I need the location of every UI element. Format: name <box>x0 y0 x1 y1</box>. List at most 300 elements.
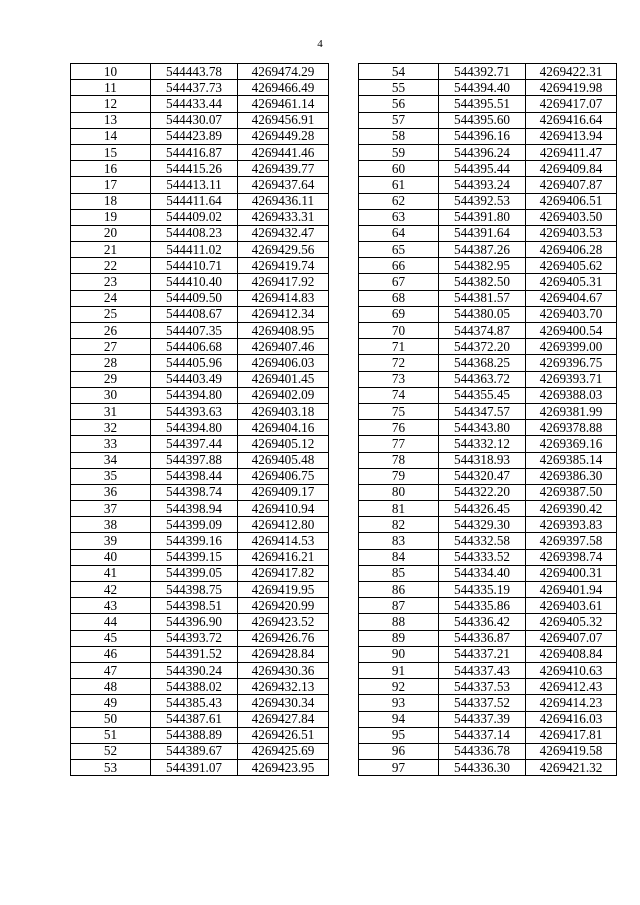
point-number-cell: 23 <box>71 274 151 290</box>
table-row <box>71 242 329 258</box>
x-coordinate-cell: 544411.02 <box>151 242 238 258</box>
table-row <box>71 452 329 468</box>
y-coordinate-cell: 4269423.95 <box>238 760 329 776</box>
table-row <box>71 193 329 209</box>
point-number-cell: 22 <box>71 258 151 274</box>
point-number-cell: 38 <box>71 517 151 533</box>
y-coordinate-cell: 4269421.32 <box>526 760 617 776</box>
x-coordinate-cell: 544398.74 <box>151 484 238 500</box>
x-coordinate-cell: 544336.42 <box>439 614 526 630</box>
x-coordinate-cell: 544415.26 <box>151 161 238 177</box>
y-coordinate-cell: 4269403.70 <box>526 306 617 322</box>
point-number-cell: 93 <box>359 695 439 711</box>
table-row <box>359 436 617 452</box>
y-coordinate-cell: 4269402.09 <box>238 387 329 403</box>
point-number-cell: 31 <box>71 403 151 419</box>
table-row <box>359 339 617 355</box>
y-coordinate-cell: 4269407.46 <box>238 339 329 355</box>
point-number-cell: 13 <box>71 112 151 128</box>
x-coordinate-cell: 544336.87 <box>439 630 526 646</box>
table-row <box>359 80 617 96</box>
x-coordinate-cell: 544334.40 <box>439 565 526 581</box>
x-coordinate-cell: 544393.24 <box>439 177 526 193</box>
x-coordinate-cell: 544391.07 <box>151 760 238 776</box>
x-coordinate-cell: 544368.25 <box>439 355 526 371</box>
table-row <box>71 177 329 193</box>
y-coordinate-cell: 4269426.51 <box>238 727 329 743</box>
point-number-cell: 15 <box>71 144 151 160</box>
y-coordinate-cell: 4269461.14 <box>238 96 329 112</box>
table-row <box>71 420 329 436</box>
point-number-cell: 49 <box>71 695 151 711</box>
point-number-cell: 55 <box>359 80 439 96</box>
y-coordinate-cell: 4269412.34 <box>238 306 329 322</box>
point-number-cell: 42 <box>71 582 151 598</box>
point-number-cell: 30 <box>71 387 151 403</box>
x-coordinate-cell: 544411.64 <box>151 193 238 209</box>
table-row <box>71 727 329 743</box>
point-number-cell: 63 <box>359 209 439 225</box>
page-number: 4 <box>317 38 323 50</box>
y-coordinate-cell: 4269404.16 <box>238 420 329 436</box>
table-row <box>359 161 617 177</box>
x-coordinate-cell: 544337.21 <box>439 646 526 662</box>
table-row <box>359 323 617 339</box>
x-coordinate-cell: 544405.96 <box>151 355 238 371</box>
point-number-cell: 80 <box>359 484 439 500</box>
table-row <box>71 274 329 290</box>
table-row <box>359 258 617 274</box>
coordinates-table-left <box>70 63 329 776</box>
table-row <box>359 371 617 387</box>
point-number-cell: 89 <box>359 630 439 646</box>
table-row <box>71 582 329 598</box>
point-number-cell: 28 <box>71 355 151 371</box>
table-row <box>359 193 617 209</box>
x-coordinate-cell: 544396.90 <box>151 614 238 630</box>
table-row <box>71 549 329 565</box>
x-coordinate-cell: 544391.80 <box>439 209 526 225</box>
x-coordinate-cell: 544387.26 <box>439 242 526 258</box>
coordinates-table-left-body <box>71 64 329 776</box>
x-coordinate-cell: 544433.44 <box>151 96 238 112</box>
y-coordinate-cell: 4269433.31 <box>238 209 329 225</box>
table-row <box>359 387 617 403</box>
x-coordinate-cell: 544320.47 <box>439 468 526 484</box>
y-coordinate-cell: 4269410.94 <box>238 501 329 517</box>
table-row <box>359 549 617 565</box>
x-coordinate-cell: 544332.12 <box>439 436 526 452</box>
table-row <box>359 144 617 160</box>
table-row <box>71 662 329 678</box>
y-coordinate-cell: 4269381.99 <box>526 403 617 419</box>
table-row <box>359 484 617 500</box>
y-coordinate-cell: 4269430.34 <box>238 695 329 711</box>
y-coordinate-cell: 4269403.61 <box>526 598 617 614</box>
table-row <box>359 679 617 695</box>
y-coordinate-cell: 4269403.50 <box>526 209 617 225</box>
x-coordinate-cell: 544337.43 <box>439 662 526 678</box>
point-number-cell: 57 <box>359 112 439 128</box>
table-row <box>359 290 617 306</box>
y-coordinate-cell: 4269393.71 <box>526 371 617 387</box>
point-number-cell: 75 <box>359 403 439 419</box>
table-row <box>359 64 617 80</box>
table-row <box>71 387 329 403</box>
y-coordinate-cell: 4269413.94 <box>526 128 617 144</box>
point-number-cell: 37 <box>71 501 151 517</box>
x-coordinate-cell: 544336.30 <box>439 760 526 776</box>
table-row <box>359 242 617 258</box>
table-row <box>359 565 617 581</box>
x-coordinate-cell: 544437.73 <box>151 80 238 96</box>
x-coordinate-cell: 544318.93 <box>439 452 526 468</box>
point-number-cell: 18 <box>71 193 151 209</box>
y-coordinate-cell: 4269388.03 <box>526 387 617 403</box>
y-coordinate-cell: 4269417.82 <box>238 565 329 581</box>
y-coordinate-cell: 4269407.87 <box>526 177 617 193</box>
point-number-cell: 73 <box>359 371 439 387</box>
x-coordinate-cell: 544406.68 <box>151 339 238 355</box>
x-coordinate-cell: 544387.61 <box>151 711 238 727</box>
point-number-cell: 82 <box>359 517 439 533</box>
y-coordinate-cell: 4269387.50 <box>526 484 617 500</box>
point-number-cell: 69 <box>359 306 439 322</box>
x-coordinate-cell: 544391.52 <box>151 646 238 662</box>
coordinates-table-right <box>358 63 617 776</box>
table-row <box>359 420 617 436</box>
point-number-cell: 52 <box>71 743 151 759</box>
point-number-cell: 84 <box>359 549 439 565</box>
point-number-cell: 54 <box>359 64 439 80</box>
x-coordinate-cell: 544381.57 <box>439 290 526 306</box>
y-coordinate-cell: 4269390.42 <box>526 501 617 517</box>
table-row <box>359 760 617 776</box>
point-number-cell: 32 <box>71 420 151 436</box>
y-coordinate-cell: 4269419.98 <box>526 80 617 96</box>
point-number-cell: 35 <box>71 468 151 484</box>
table-row <box>359 112 617 128</box>
table-row <box>71 371 329 387</box>
x-coordinate-cell: 544337.39 <box>439 711 526 727</box>
point-number-cell: 40 <box>71 549 151 565</box>
x-coordinate-cell: 544337.52 <box>439 695 526 711</box>
point-number-cell: 66 <box>359 258 439 274</box>
x-coordinate-cell: 544398.94 <box>151 501 238 517</box>
point-number-cell: 65 <box>359 242 439 258</box>
x-coordinate-cell: 544372.20 <box>439 339 526 355</box>
table-row <box>71 128 329 144</box>
y-coordinate-cell: 4269385.14 <box>526 452 617 468</box>
point-number-cell: 78 <box>359 452 439 468</box>
point-number-cell: 95 <box>359 727 439 743</box>
y-coordinate-cell: 4269419.95 <box>238 582 329 598</box>
point-number-cell: 14 <box>71 128 151 144</box>
x-coordinate-cell: 544409.02 <box>151 209 238 225</box>
point-number-cell: 25 <box>71 306 151 322</box>
x-coordinate-cell: 544399.05 <box>151 565 238 581</box>
y-coordinate-cell: 4269412.80 <box>238 517 329 533</box>
table-row <box>71 355 329 371</box>
y-coordinate-cell: 4269428.84 <box>238 646 329 662</box>
point-number-cell: 59 <box>359 144 439 160</box>
y-coordinate-cell: 4269437.64 <box>238 177 329 193</box>
y-coordinate-cell: 4269408.95 <box>238 323 329 339</box>
point-number-cell: 29 <box>71 371 151 387</box>
y-coordinate-cell: 4269414.83 <box>238 290 329 306</box>
point-number-cell: 33 <box>71 436 151 452</box>
point-number-cell: 19 <box>71 209 151 225</box>
table-row <box>71 225 329 241</box>
x-coordinate-cell: 544398.44 <box>151 468 238 484</box>
table-row <box>71 436 329 452</box>
y-coordinate-cell: 4269417.07 <box>526 96 617 112</box>
x-coordinate-cell: 544329.30 <box>439 517 526 533</box>
table-row <box>71 630 329 646</box>
y-coordinate-cell: 4269474.29 <box>238 64 329 80</box>
table-row <box>71 565 329 581</box>
y-coordinate-cell: 4269396.75 <box>526 355 617 371</box>
y-coordinate-cell: 4269406.75 <box>238 468 329 484</box>
point-number-cell: 12 <box>71 96 151 112</box>
point-number-cell: 17 <box>71 177 151 193</box>
point-number-cell: 71 <box>359 339 439 355</box>
x-coordinate-cell: 544392.53 <box>439 193 526 209</box>
x-coordinate-cell: 544403.49 <box>151 371 238 387</box>
table-row <box>71 209 329 225</box>
y-coordinate-cell: 4269378.88 <box>526 420 617 436</box>
point-number-cell: 90 <box>359 646 439 662</box>
table-row <box>359 614 617 630</box>
y-coordinate-cell: 4269401.45 <box>238 371 329 387</box>
x-coordinate-cell: 544410.71 <box>151 258 238 274</box>
table-row <box>359 128 617 144</box>
x-coordinate-cell: 544398.51 <box>151 598 238 614</box>
point-number-cell: 50 <box>71 711 151 727</box>
point-number-cell: 68 <box>359 290 439 306</box>
x-coordinate-cell: 544430.07 <box>151 112 238 128</box>
table-row <box>71 144 329 160</box>
y-coordinate-cell: 4269419.74 <box>238 258 329 274</box>
table-row <box>71 711 329 727</box>
point-number-cell: 21 <box>71 242 151 258</box>
y-coordinate-cell: 4269386.30 <box>526 468 617 484</box>
point-number-cell: 45 <box>71 630 151 646</box>
point-number-cell: 76 <box>359 420 439 436</box>
table-row <box>359 501 617 517</box>
table-row <box>71 80 329 96</box>
y-coordinate-cell: 4269416.64 <box>526 112 617 128</box>
table-row <box>359 727 617 743</box>
y-coordinate-cell: 4269417.92 <box>238 274 329 290</box>
y-coordinate-cell: 4269403.18 <box>238 403 329 419</box>
point-number-cell: 10 <box>71 64 151 80</box>
y-coordinate-cell: 4269412.43 <box>526 679 617 695</box>
table-row <box>71 598 329 614</box>
point-number-cell: 77 <box>359 436 439 452</box>
y-coordinate-cell: 4269432.13 <box>238 679 329 695</box>
x-coordinate-cell: 544326.45 <box>439 501 526 517</box>
table-row <box>359 452 617 468</box>
table-row <box>71 96 329 112</box>
x-coordinate-cell: 544335.19 <box>439 582 526 598</box>
y-coordinate-cell: 4269414.53 <box>238 533 329 549</box>
x-coordinate-cell: 544337.14 <box>439 727 526 743</box>
table-row <box>359 468 617 484</box>
table-row <box>359 403 617 419</box>
table-row <box>71 290 329 306</box>
y-coordinate-cell: 4269405.48 <box>238 452 329 468</box>
table-row <box>359 695 617 711</box>
point-number-cell: 85 <box>359 565 439 581</box>
x-coordinate-cell: 544363.72 <box>439 371 526 387</box>
x-coordinate-cell: 544332.58 <box>439 533 526 549</box>
x-coordinate-cell: 544393.72 <box>151 630 238 646</box>
point-number-cell: 81 <box>359 501 439 517</box>
x-coordinate-cell: 544374.87 <box>439 323 526 339</box>
y-coordinate-cell: 4269441.46 <box>238 144 329 160</box>
point-number-cell: 34 <box>71 452 151 468</box>
y-coordinate-cell: 4269432.47 <box>238 225 329 241</box>
y-coordinate-cell: 4269414.23 <box>526 695 617 711</box>
y-coordinate-cell: 4269436.11 <box>238 193 329 209</box>
y-coordinate-cell: 4269400.31 <box>526 565 617 581</box>
point-number-cell: 47 <box>71 662 151 678</box>
point-number-cell: 24 <box>71 290 151 306</box>
y-coordinate-cell: 4269409.17 <box>238 484 329 500</box>
y-coordinate-cell: 4269430.36 <box>238 662 329 678</box>
y-coordinate-cell: 4269401.94 <box>526 582 617 598</box>
point-number-cell: 87 <box>359 598 439 614</box>
y-coordinate-cell: 4269456.91 <box>238 112 329 128</box>
x-coordinate-cell: 544398.75 <box>151 582 238 598</box>
x-coordinate-cell: 544322.20 <box>439 484 526 500</box>
table-row <box>359 306 617 322</box>
x-coordinate-cell: 544396.24 <box>439 144 526 160</box>
y-coordinate-cell: 4269466.49 <box>238 80 329 96</box>
y-coordinate-cell: 4269405.31 <box>526 274 617 290</box>
table-row <box>359 225 617 241</box>
table-row <box>359 533 617 549</box>
x-coordinate-cell: 544409.50 <box>151 290 238 306</box>
y-coordinate-cell: 4269399.00 <box>526 339 617 355</box>
point-number-cell: 67 <box>359 274 439 290</box>
table-row <box>359 96 617 112</box>
x-coordinate-cell: 544394.80 <box>151 420 238 436</box>
table-row <box>71 306 329 322</box>
table-row <box>359 177 617 193</box>
point-number-cell: 83 <box>359 533 439 549</box>
point-number-cell: 53 <box>71 760 151 776</box>
y-coordinate-cell: 4269411.47 <box>526 144 617 160</box>
point-number-cell: 16 <box>71 161 151 177</box>
y-coordinate-cell: 4269405.12 <box>238 436 329 452</box>
y-coordinate-cell: 4269429.56 <box>238 242 329 258</box>
x-coordinate-cell: 544397.88 <box>151 452 238 468</box>
point-number-cell: 43 <box>71 598 151 614</box>
x-coordinate-cell: 544336.78 <box>439 743 526 759</box>
point-number-cell: 91 <box>359 662 439 678</box>
table-row <box>71 339 329 355</box>
y-coordinate-cell: 4269449.28 <box>238 128 329 144</box>
table-row <box>71 517 329 533</box>
x-coordinate-cell: 544380.05 <box>439 306 526 322</box>
table-row <box>71 468 329 484</box>
table-row <box>71 646 329 662</box>
x-coordinate-cell: 544393.63 <box>151 403 238 419</box>
y-coordinate-cell: 4269407.07 <box>526 630 617 646</box>
table-row <box>71 501 329 517</box>
y-coordinate-cell: 4269398.74 <box>526 549 617 565</box>
point-number-cell: 92 <box>359 679 439 695</box>
y-coordinate-cell: 4269400.54 <box>526 323 617 339</box>
point-number-cell: 36 <box>71 484 151 500</box>
point-number-cell: 11 <box>71 80 151 96</box>
y-coordinate-cell: 4269408.84 <box>526 646 617 662</box>
y-coordinate-cell: 4269397.58 <box>526 533 617 549</box>
x-coordinate-cell: 544394.40 <box>439 80 526 96</box>
table-row <box>71 743 329 759</box>
x-coordinate-cell: 544391.64 <box>439 225 526 241</box>
point-number-cell: 60 <box>359 161 439 177</box>
table-row <box>359 517 617 533</box>
table-row <box>359 711 617 727</box>
point-number-cell: 39 <box>71 533 151 549</box>
table-row <box>71 258 329 274</box>
point-number-cell: 86 <box>359 582 439 598</box>
x-coordinate-cell: 544394.80 <box>151 387 238 403</box>
x-coordinate-cell: 544399.15 <box>151 549 238 565</box>
x-coordinate-cell: 544347.57 <box>439 403 526 419</box>
y-coordinate-cell: 4269425.69 <box>238 743 329 759</box>
table-row <box>359 209 617 225</box>
x-coordinate-cell: 544343.80 <box>439 420 526 436</box>
x-coordinate-cell: 544335.86 <box>439 598 526 614</box>
x-coordinate-cell: 544410.40 <box>151 274 238 290</box>
y-coordinate-cell: 4269420.99 <box>238 598 329 614</box>
point-number-cell: 88 <box>359 614 439 630</box>
x-coordinate-cell: 544337.53 <box>439 679 526 695</box>
table-row <box>359 582 617 598</box>
x-coordinate-cell: 544413.11 <box>151 177 238 193</box>
y-coordinate-cell: 4269406.51 <box>526 193 617 209</box>
table-row <box>359 355 617 371</box>
x-coordinate-cell: 544390.24 <box>151 662 238 678</box>
y-coordinate-cell: 4269427.84 <box>238 711 329 727</box>
point-number-cell: 26 <box>71 323 151 339</box>
table-row <box>71 403 329 419</box>
point-number-cell: 74 <box>359 387 439 403</box>
table-row <box>71 112 329 128</box>
y-coordinate-cell: 4269439.77 <box>238 161 329 177</box>
y-coordinate-cell: 4269403.53 <box>526 225 617 241</box>
x-coordinate-cell: 544392.71 <box>439 64 526 80</box>
y-coordinate-cell: 4269416.21 <box>238 549 329 565</box>
point-number-cell: 20 <box>71 225 151 241</box>
point-number-cell: 58 <box>359 128 439 144</box>
point-number-cell: 56 <box>359 96 439 112</box>
y-coordinate-cell: 4269406.28 <box>526 242 617 258</box>
x-coordinate-cell: 544395.44 <box>439 161 526 177</box>
point-number-cell: 70 <box>359 323 439 339</box>
point-number-cell: 72 <box>359 355 439 371</box>
point-number-cell: 64 <box>359 225 439 241</box>
table-row <box>71 679 329 695</box>
x-coordinate-cell: 544388.02 <box>151 679 238 695</box>
x-coordinate-cell: 544382.95 <box>439 258 526 274</box>
table-row <box>71 64 329 80</box>
table-row <box>359 274 617 290</box>
